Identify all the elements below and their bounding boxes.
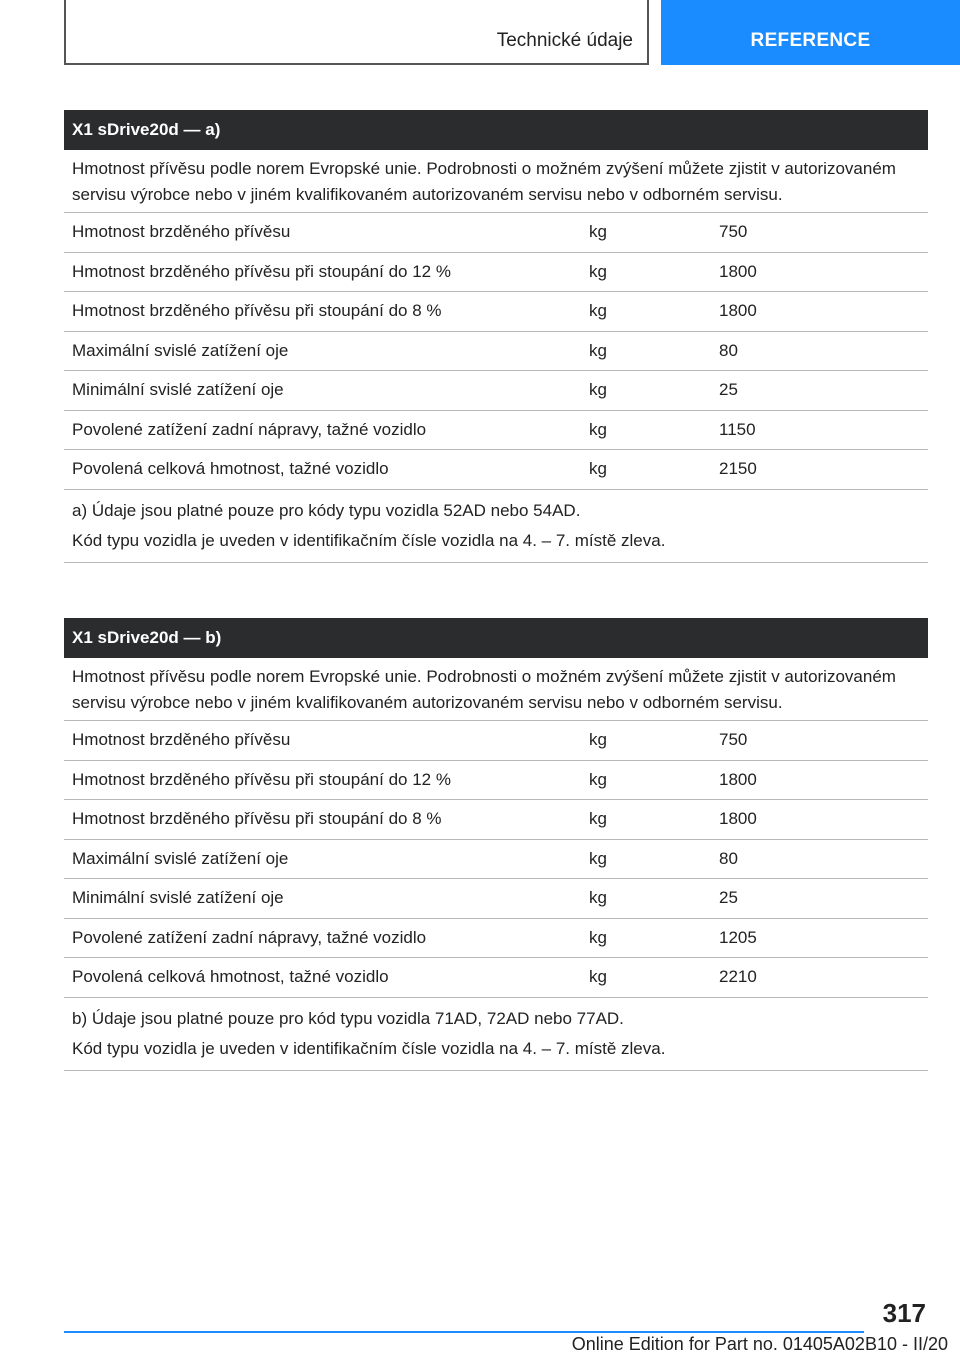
row-unit: kg	[589, 459, 607, 479]
row-value: 80	[719, 340, 738, 360]
row-label: Povolené zatížení zadní nápravy, tažné vozidlo	[72, 927, 427, 947]
row-value: 1205	[719, 927, 757, 947]
row-unit: kg	[589, 809, 607, 829]
table-description: Hmotnost přívěsu podle norem Evropské unie. Podrobnosti o možném zvýšení můžete zjistit v autorizovaném servisu výrobce nebo v jiném kvalifikovaném autorizovaném servisu nebo v odborném servisu.	[64, 150, 928, 213]
row-unit: kg	[589, 261, 607, 281]
row-label: Povolená celková hmotnost, tažné vozidlo	[72, 459, 389, 479]
table-row	[64, 840, 928, 880]
table-row	[64, 800, 928, 840]
row-label: Povolené zatížení zadní nápravy, tažné vozidlo	[72, 419, 427, 439]
row-unit: kg	[589, 888, 607, 908]
table-footnote	[64, 998, 928, 1071]
row-unit: kg	[589, 967, 607, 987]
row-unit: kg	[589, 848, 607, 868]
table-row	[64, 411, 928, 451]
table-title: X1 sDrive20d — b)	[64, 618, 928, 658]
section-title: Technické údaje	[496, 30, 633, 51]
row-value: 25	[719, 888, 738, 908]
table-description: Hmotnost přívěsu podle norem Evropské unie. Podrobnosti o možném zvýšení můžete zjistit v autorizovaném servisu výrobce nebo v jiném kvalifikovaném autorizovaném servisu nebo v odborném servisu.	[64, 658, 928, 721]
row-value: 2150	[719, 459, 757, 479]
row-value: 1150	[719, 419, 756, 439]
table-row	[64, 958, 928, 998]
row-value: 750	[719, 730, 748, 750]
row-unit: kg	[589, 419, 607, 439]
reference-label: REFERENCE	[750, 30, 871, 51]
table-row	[64, 721, 928, 761]
table-row	[64, 761, 928, 801]
row-value: 1800	[719, 261, 757, 281]
page-number: 317	[882, 1298, 926, 1328]
table-row	[64, 332, 928, 372]
table-title: X1 sDrive20d — a)	[64, 110, 928, 150]
row-unit: kg	[589, 927, 607, 947]
footer-divider	[64, 1331, 864, 1333]
row-label: Minimální svislé zatížení oje	[72, 380, 284, 400]
edition-footer[interactable]: Online Edition for Part no. 01405A02B10 - II/20	[571, 1334, 948, 1354]
header-section-tab	[64, 0, 649, 65]
table-row	[64, 919, 928, 959]
table-row	[64, 879, 928, 919]
row-label: Hmotnost brzděného přívěsu	[72, 730, 291, 750]
table-row	[64, 450, 928, 490]
row-unit: kg	[589, 769, 607, 789]
row-value: 25	[719, 380, 738, 400]
row-value: 750	[719, 222, 748, 242]
row-label: Povolená celková hmotnost, tažné vozidlo	[72, 967, 389, 987]
row-label: Maximální svislé zatížení oje	[72, 340, 289, 360]
table-row	[64, 292, 928, 332]
header-reference-tab[interactable]	[661, 0, 960, 65]
row-label: Hmotnost brzděného přívěsu při stoupání do 12 %	[72, 769, 451, 789]
footnote-applicability: a) Údaje jsou platné pouze pro kódy typu vozidla 52AD nebo 54AD.	[72, 500, 581, 520]
row-value: 1800	[719, 769, 757, 789]
table-row	[64, 253, 928, 293]
row-unit: kg	[589, 222, 607, 242]
table-row	[64, 213, 928, 253]
row-unit: kg	[589, 730, 607, 750]
table-row	[64, 371, 928, 411]
row-label: Maximální svislé zatížení oje	[72, 848, 289, 868]
footnote-vin-info: Kód typu vozidla je uveden v identifikačním čísle vozidla na 4. – 7. místě zleva.	[72, 530, 666, 550]
footnote-vin-info: Kód typu vozidla je uveden v identifikačním čísle vozidla na 4. – 7. místě zleva.	[72, 1038, 666, 1058]
footnote-applicability: b) Údaje jsou platné pouze pro kód typu vozidla 71AD, 72AD nebo 77AD.	[72, 1008, 624, 1028]
row-value: 1800	[719, 301, 757, 321]
row-label: Hmotnost brzděného přívěsu při stoupání do 12 %	[72, 261, 451, 281]
row-value: 80	[719, 848, 738, 868]
row-unit: kg	[589, 380, 607, 400]
towing-table-b	[64, 618, 928, 1071]
row-value: 1800	[719, 809, 757, 829]
towing-table-a	[64, 110, 928, 563]
row-label: Hmotnost brzděného přívěsu	[72, 222, 291, 242]
row-unit: kg	[589, 340, 607, 360]
table-footnote	[64, 490, 928, 563]
row-label: Hmotnost brzděného přívěsu při stoupání do 8 %	[72, 809, 442, 829]
row-label: Hmotnost brzděného přívěsu při stoupání do 8 %	[72, 301, 442, 321]
row-unit: kg	[589, 301, 607, 321]
row-label: Minimální svislé zatížení oje	[72, 888, 284, 908]
row-value: 2210	[719, 967, 757, 987]
